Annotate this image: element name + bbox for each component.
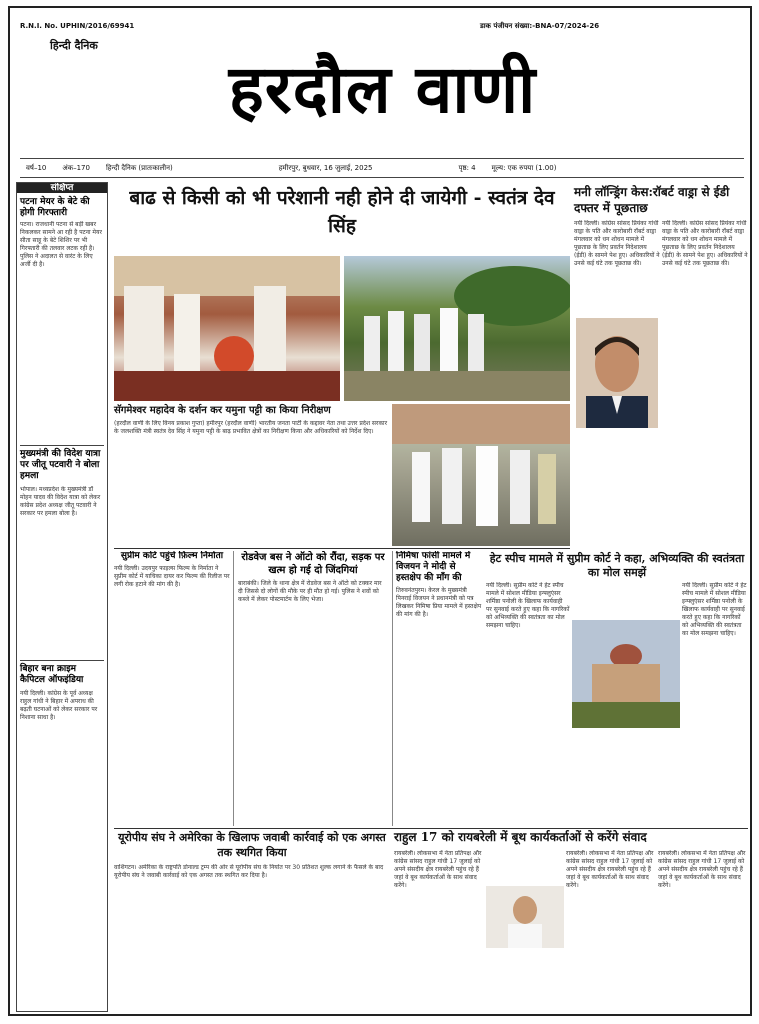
temple-visit-photo (114, 256, 340, 401)
story2-text: नयी दिल्ली। उदयपुर फाइल्स फिल्म के निर्माता ने सुप्रीम कोर्ट में याचिका दायर कर फिल्म की रिलीज पर लगी रोक हटाने की मांग की है। (114, 565, 230, 588)
price: मूल्य: एक रुपया (1.00) (491, 163, 557, 172)
hate-speech-headline: हेट स्पीच मामले में सुप्रीम कोर्ट ने कहा, अभिव्यक्ति की स्वतंत्रता का मोल समझें (489, 552, 745, 579)
vadra-headline: मनी लॉन्ड्रिंग केस:रॉबर्ट वाड्रा से ईडी दफ्तर में पूछताछ (574, 185, 730, 215)
newspaper-page (8, 6, 752, 1016)
crowd-photo (392, 404, 570, 546)
issue-number: अंक–170 (62, 163, 90, 172)
vadra-photo (576, 318, 658, 428)
brief-headline-1: पटना मेयर के बेटे की होगी गिरफ्तारी (20, 197, 90, 218)
left-brief-column (16, 182, 108, 1012)
hate-text-col1: नयी दिल्ली। सुप्रीम कोर्ट ने हेट स्पीच मामले में सोशल मीडिया इन्फ्लुएंसर शर्मिष्ठा पनोली के खिलाफ कार्यवाही पर सुनवाई करते हुए कहा कि नागरिकों को अभिव्यक्ति की स्वतंत्रता का मोल समझना चाहिए। (486, 582, 570, 629)
brief-headline-3: बिहार बना क्राइम कैपिटल ऑफइंडिया (20, 660, 104, 686)
place-date: हमीरपुर, बुधवार, 16 जुलाई, 2025 (278, 163, 373, 172)
eu-headline: यूरोपीय संघ ने अमेरिका के खिलाफ जवाबी कार्रवाई को एक अगस्त तक स्थगित किया (118, 831, 386, 859)
supreme-court-photo (572, 620, 680, 728)
brief-text-2: भोपाल। मध्यप्रदेश के मुख्यमंत्री डॉ मोहन यादव की विदेश यात्रा को लेकर कांग्रेस प्रदेश अध्यक्ष जीतू पटवारी ने सरकार पर हमला बोला है। (20, 486, 101, 517)
main-headline: बाढ से किसी को भी परेशानी नही होने दी जायेगी - स्वतंत्र देव सिंह (129, 187, 555, 237)
brief-text-1: पटना। राजधानी पटना से बड़ी खबर निकलकर सामने आ रही है पटना मेयर सीता साहू के बेटे शिशिर पर भी गिरफ्तारी की तलवार लटक रही है। पुलिस ने अदालत से वारंट के लिए अर्जी दी है। (20, 221, 102, 268)
hate-text-col2: नयी दिल्ली। सुप्रीम कोर्ट ने हेट स्पीच मामले में सोशल मीडिया इन्फ्लुएंसर शर्मिष्ठा पनोली के खिलाफ कार्यवाही पर सुनवाई करते हुए कहा कि नागरिकों को अभिव्यक्ति की स्वतंत्रता का मोल समझना चाहिए। (682, 582, 747, 637)
story2-column (114, 551, 234, 826)
volume-year: वर्ष–10 (26, 163, 47, 172)
inspection-photo (344, 256, 570, 401)
dateline-bar (20, 158, 744, 178)
story4-column (392, 551, 482, 826)
eu-text: वाशिंगटन। अमेरिका के राष्ट्रपति डोनाल्ड ट्रम्प की ओर से यूरोपीय संघ के निर्यात पर 30 प्रतिशत शुल्क लगाने के फैसले के बाद यूरोपीय संघ ने जवाबी कार्रवाई को एक अगस्त तक स्थगित कर दिया है। (114, 864, 384, 879)
rahul-text-col3: रायबरेली। लोकसभा में नेता प्रतिपक्ष और कांग्रेस सांसद राहुल गांधी 17 जुलाई को अपने संसदीय क्षेत्र रायबरेली पहुंच रहे हैं जहां वे बूथ कार्यकर्ताओं के साथ संवाद करेंगे। (658, 850, 746, 889)
rahul-text-col2: रायबरेली। लोकसभा में नेता प्रतिपक्ष और कांग्रेस सांसद राहुल गांधी 17 जुलाई को अपने संसदीय क्षेत्र रायबरेली पहुंच रहे हैं जहां वे बूथ कार्यकर्ताओं के साथ संवाद करेंगे। (566, 850, 654, 889)
brief-headline-2: मुख्यमंत्री की विदेश यात्रा पर जीतू पटवारी ने बोला हमला (20, 445, 104, 482)
story1-text: (हरदौल वाणी के लिए विनय प्रकाश गुप्ता) हमीरपुर (हरदौल वाणी) भारतीय जनता पार्टी के कद्दावर नेता तथा उत्तर प्रदेश सरकार के जलशक्ति मंत्री स्वतंत्र देव सिंह ने यमुना पट्टी के बाढ़ प्रभावित क्षेत्रों का निरीक्षण किया और अधिकारियों को निर्देश दिए। (114, 420, 388, 435)
vadra-text-col1: नयी दिल्ली। कांग्रेस सांसद प्रियंका गांधी वाड्रा के पति और कारोबारी रॉबर्ट वाड्रा मंगलवार को धन शोधन मामले में पूछताछ के लिए प्रवर्तन निदेशालय (ईडी) के सामने पेश हुए। अधिकारियों ने उनसे कई घंटे तक पूछताछ की। (574, 220, 660, 267)
story2-headline: सुप्रीम कोर्ट पहुंचे फ़िल्म निर्माता (120, 551, 224, 561)
story4-headline: निमिषा फांसी मामले में विजयन ने मोदी से हस्तक्षेप की माँग की (396, 551, 471, 583)
story3-headline: रोडवेज बस ने ऑटो को रौंदा, सड़क पर खत्म हो गई दो जिंदगियां (241, 552, 385, 576)
rahul-headline: राहुल 17 को रायबरेली में बूथ कार्यकर्ताओं से करेंगे संवाद (394, 830, 647, 844)
edition-type: हिन्दी दैनिक (प्रातःकालीन) (105, 163, 173, 172)
vadra-text-col2: नयी दिल्ली। कांग्रेस सांसद प्रियंका गांधी वाड्रा के पति और कारोबारी रॉबर्ट वाड्रा मंगलवार को धन शोधन मामले में पूछताछ के लिए प्रवर्तन निदेशालय (ईडी) के सामने पेश हुए। अधिकारियों ने उनसे कई घंटे तक पूछताछ की। (662, 220, 748, 267)
story3-text: बाराबंकी। जिले के थाना क्षेत्र में रोडवेज बस ने ऑटो को टक्कर मार दी जिससे दो लोगों की मौके पर ही मौत हो गई। पुलिस ने शवों को कब्जे में लेकर पोस्टमार्टम के लिए भेजा। (238, 580, 382, 603)
story4-text: तिरुवनंतपुरम। केरल के मुख्यमंत्री पिनराई विजयन ने प्रधानमंत्री को पत्र लिखकर निमिषा प्रिया मामले में हस्तक्षेप की मांग की है। (396, 587, 482, 618)
rahul-text-col1: रायबरेली। लोकसभा में नेता प्रतिपक्ष और कांग्रेस सांसद राहुल गांधी 17 जुलाई को अपने संसदीय क्षेत्र रायबरेली पहुंच रहे हैं जहां वे बूथ कार्यकर्ताओं के साथ संवाद करेंगे। (394, 850, 482, 889)
rahul-photo (486, 886, 564, 948)
masthead-title: हरदौल वाणी (228, 50, 537, 128)
rni-number: R.N.I. No. UPHIN/2016/69941 (20, 22, 135, 30)
postal-registration: डाक पंजीयन संख्या:-BNA-07/2024-26 (480, 22, 600, 30)
paper-subtitle: हिन्दी दैनिक (50, 39, 98, 52)
page-count: पृष्ठ: 4 (458, 163, 476, 172)
brief-section-title: संक्षिप्त (17, 183, 107, 193)
brief-text-3: नयी दिल्ली। कांग्रेस के पूर्व अध्यक्ष राहुल गांधी ने बिहार में अपराध की बढ़ती घटनाओं को लेकर सरकार पर निशाना साधा है। (20, 690, 98, 721)
story1-headline: सॅगमेश्वर महादेव के दर्शन कर यमुना पट्टी का किया निरीक्षण (114, 405, 331, 416)
story3-column (238, 551, 388, 826)
